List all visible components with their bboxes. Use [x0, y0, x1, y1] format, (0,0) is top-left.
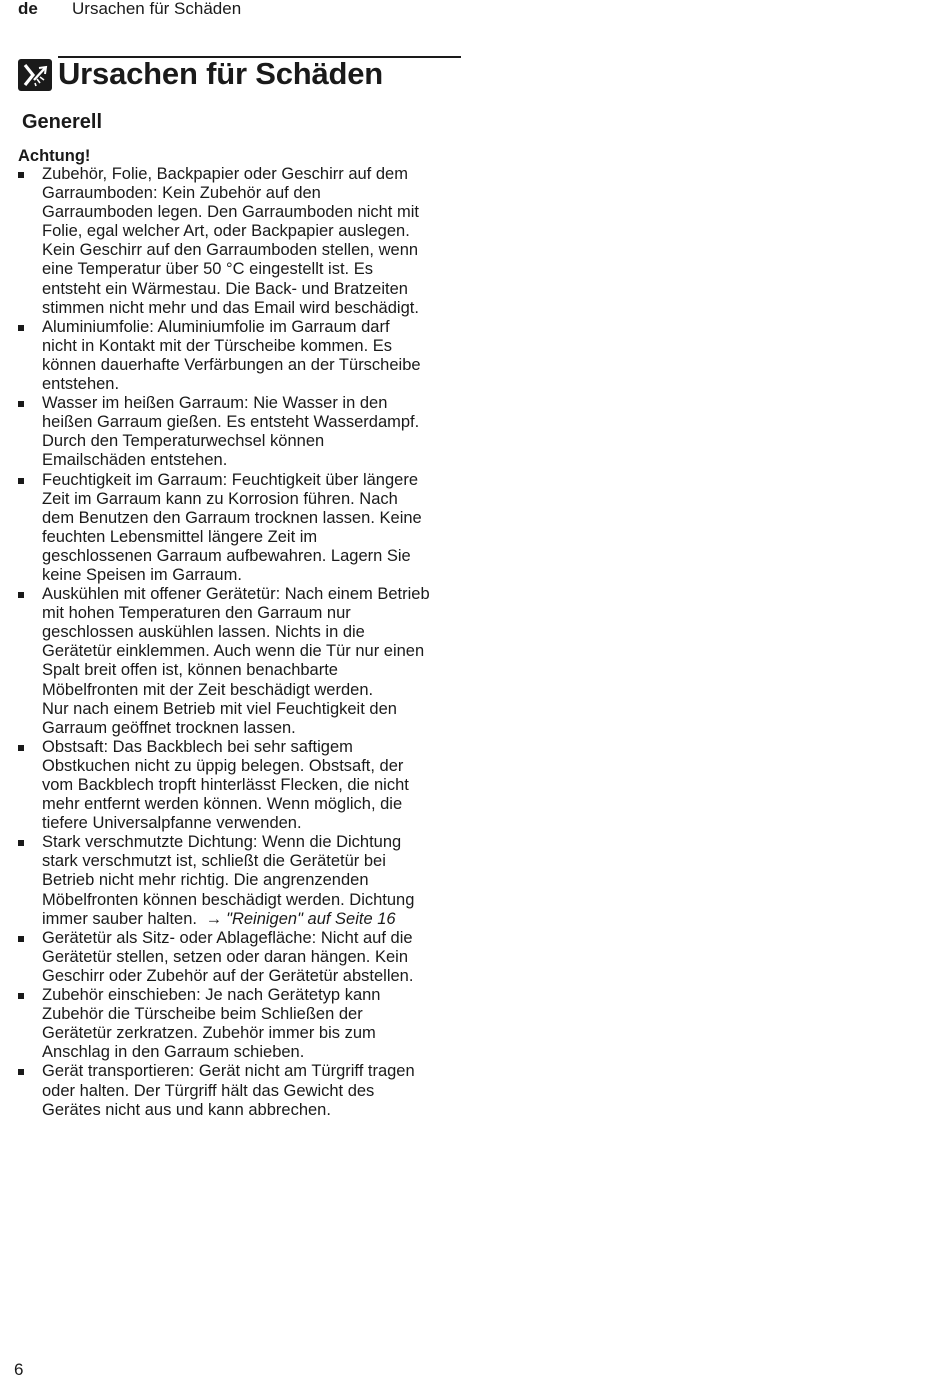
bullet-icon — [18, 172, 24, 178]
bullet-icon — [18, 840, 24, 846]
list-item — [18, 165, 463, 318]
list-item-text: Zubehör einschieben: Je nach Gerätetyp kann Zubehör die Türscheibe beim Schließen der Gerätetür zerkratzen. Zubehör immer bis zum Anschlag in den Garraum schieben. — [42, 986, 381, 1062]
list-item-text: Stark verschmutzte Dichtung: Wenn die Dichtung stark verschmutzt ist, schließt die Gerätetür bei Betrieb nicht mehr richtig. Die angrenzenden Möbelfronten können beschädigt werden. Dichtung immer sauber halten. — [42, 833, 415, 928]
section-title: Ursachen für Schäden — [58, 56, 384, 91]
list-item — [18, 738, 463, 833]
section-subtitle: Generell — [22, 111, 103, 133]
bullet-icon — [18, 478, 24, 484]
list-item-text: Auskühlen mit offener Gerätetür: Nach einem Betrieb mit hohen Temperaturen den Garraum nur geschlossen auskühlen lassen. Nichts in die Gerätetür einklemmen. Auch wenn die Tür nur einen Spalt breit offen ist, können benachbarte Möbelfronten mit der Zeit beschädigt werden. Nur nach einem Betrieb mit viel Feuchtigkeit den Garraum geöffnet trocknen lassen. — [42, 585, 430, 737]
list-item — [18, 986, 463, 1062]
list-item-text: Gerät transportieren: Gerät nicht am Türgriff tragen oder halten. Der Türgriff hält das Gewicht des Gerätes nicht aus und kann abbrechen. — [42, 1062, 415, 1119]
bullet-icon — [18, 745, 24, 751]
main-content — [18, 146, 463, 1120]
header-title: Ursachen für Schäden — [72, 0, 242, 18]
list-item — [18, 394, 463, 470]
list-item-text: Aluminiumfolie: Aluminiumfolie im Garraum darf nicht in Kontakt mit der Türscheibe kommen. Es können dauerhafte Verfärbungen an der Türscheibe entstehen. — [42, 317, 421, 394]
list-item-text: Obstsaft: Das Backblech bei sehr saftigem Obstkuchen nicht zu üppig belegen. Obstsaft, der vom Backblech tropft hinterlässt Flecken, die nicht mehr entfernt werden können. Wenn möglich, die tiefere Universalpfanne verwenden. — [42, 737, 409, 833]
damage-list — [18, 165, 463, 1120]
list-item — [18, 585, 463, 738]
bullet-icon — [18, 401, 24, 407]
list-item-text: Gerätetür als Sitz- oder Ablagefläche: Nicht auf die Gerätetür stellen, setzen oder daran hängen. Kein Geschirr oder Zubehör auf der Gerätetür abstellen. — [42, 928, 414, 985]
list-item — [18, 471, 463, 586]
list-item — [18, 833, 463, 928]
bullet-icon — [18, 936, 24, 942]
list-item — [18, 929, 463, 986]
warning-label: Achtung! — [18, 147, 91, 165]
arrow-right-icon: → — [205, 909, 223, 928]
list-item-text: Feuchtigkeit im Garraum: Feuchtigkeit über längere Zeit im Garraum kann zu Korrosion führen. Nach dem Benutzen den Garraum trocknen lassen. Keine feuchten Lebensmittel längere Zeit im geschlossenen Garraum aufbewahren. Lagern Sie keine Speisen im Garraum. — [42, 470, 422, 584]
list-item-text: Zubehör, Folie, Backpapier oder Geschirr auf dem Garraumboden: Kein Zubehör auf den Garraumboden legen. Den Garraumboden nicht mit Folie, egal welcher Art, oder Backpapier auslegen. Kein Geschirr auf den Garraumboden stellen, wenn eine Temperatur über 50 °C eingestellt ist. Es entsteht ein Wärmestau. Die Back- und Bratzeiten stimmen nicht mehr und das Email wird beschädigt. — [42, 165, 419, 317]
bullet-icon — [18, 325, 24, 331]
list-item-text: Wasser im heißen Garraum: Nie Wasser in den heißen Garraum gießen. Es entsteht Wasserdampf. Durch den Temperaturwechsel können Emailschäden entstehen. — [42, 394, 420, 470]
warning-damage-icon — [18, 59, 52, 91]
list-item — [18, 1062, 463, 1119]
list-item — [18, 318, 463, 394]
language-code: de — [18, 0, 38, 18]
bullet-icon — [18, 1069, 24, 1075]
page-number: 6 — [14, 1360, 24, 1379]
cross-reference-link[interactable]: "Reinigen" auf Seite 16 — [226, 909, 396, 928]
bullet-icon — [18, 993, 24, 999]
bullet-icon — [18, 592, 24, 598]
